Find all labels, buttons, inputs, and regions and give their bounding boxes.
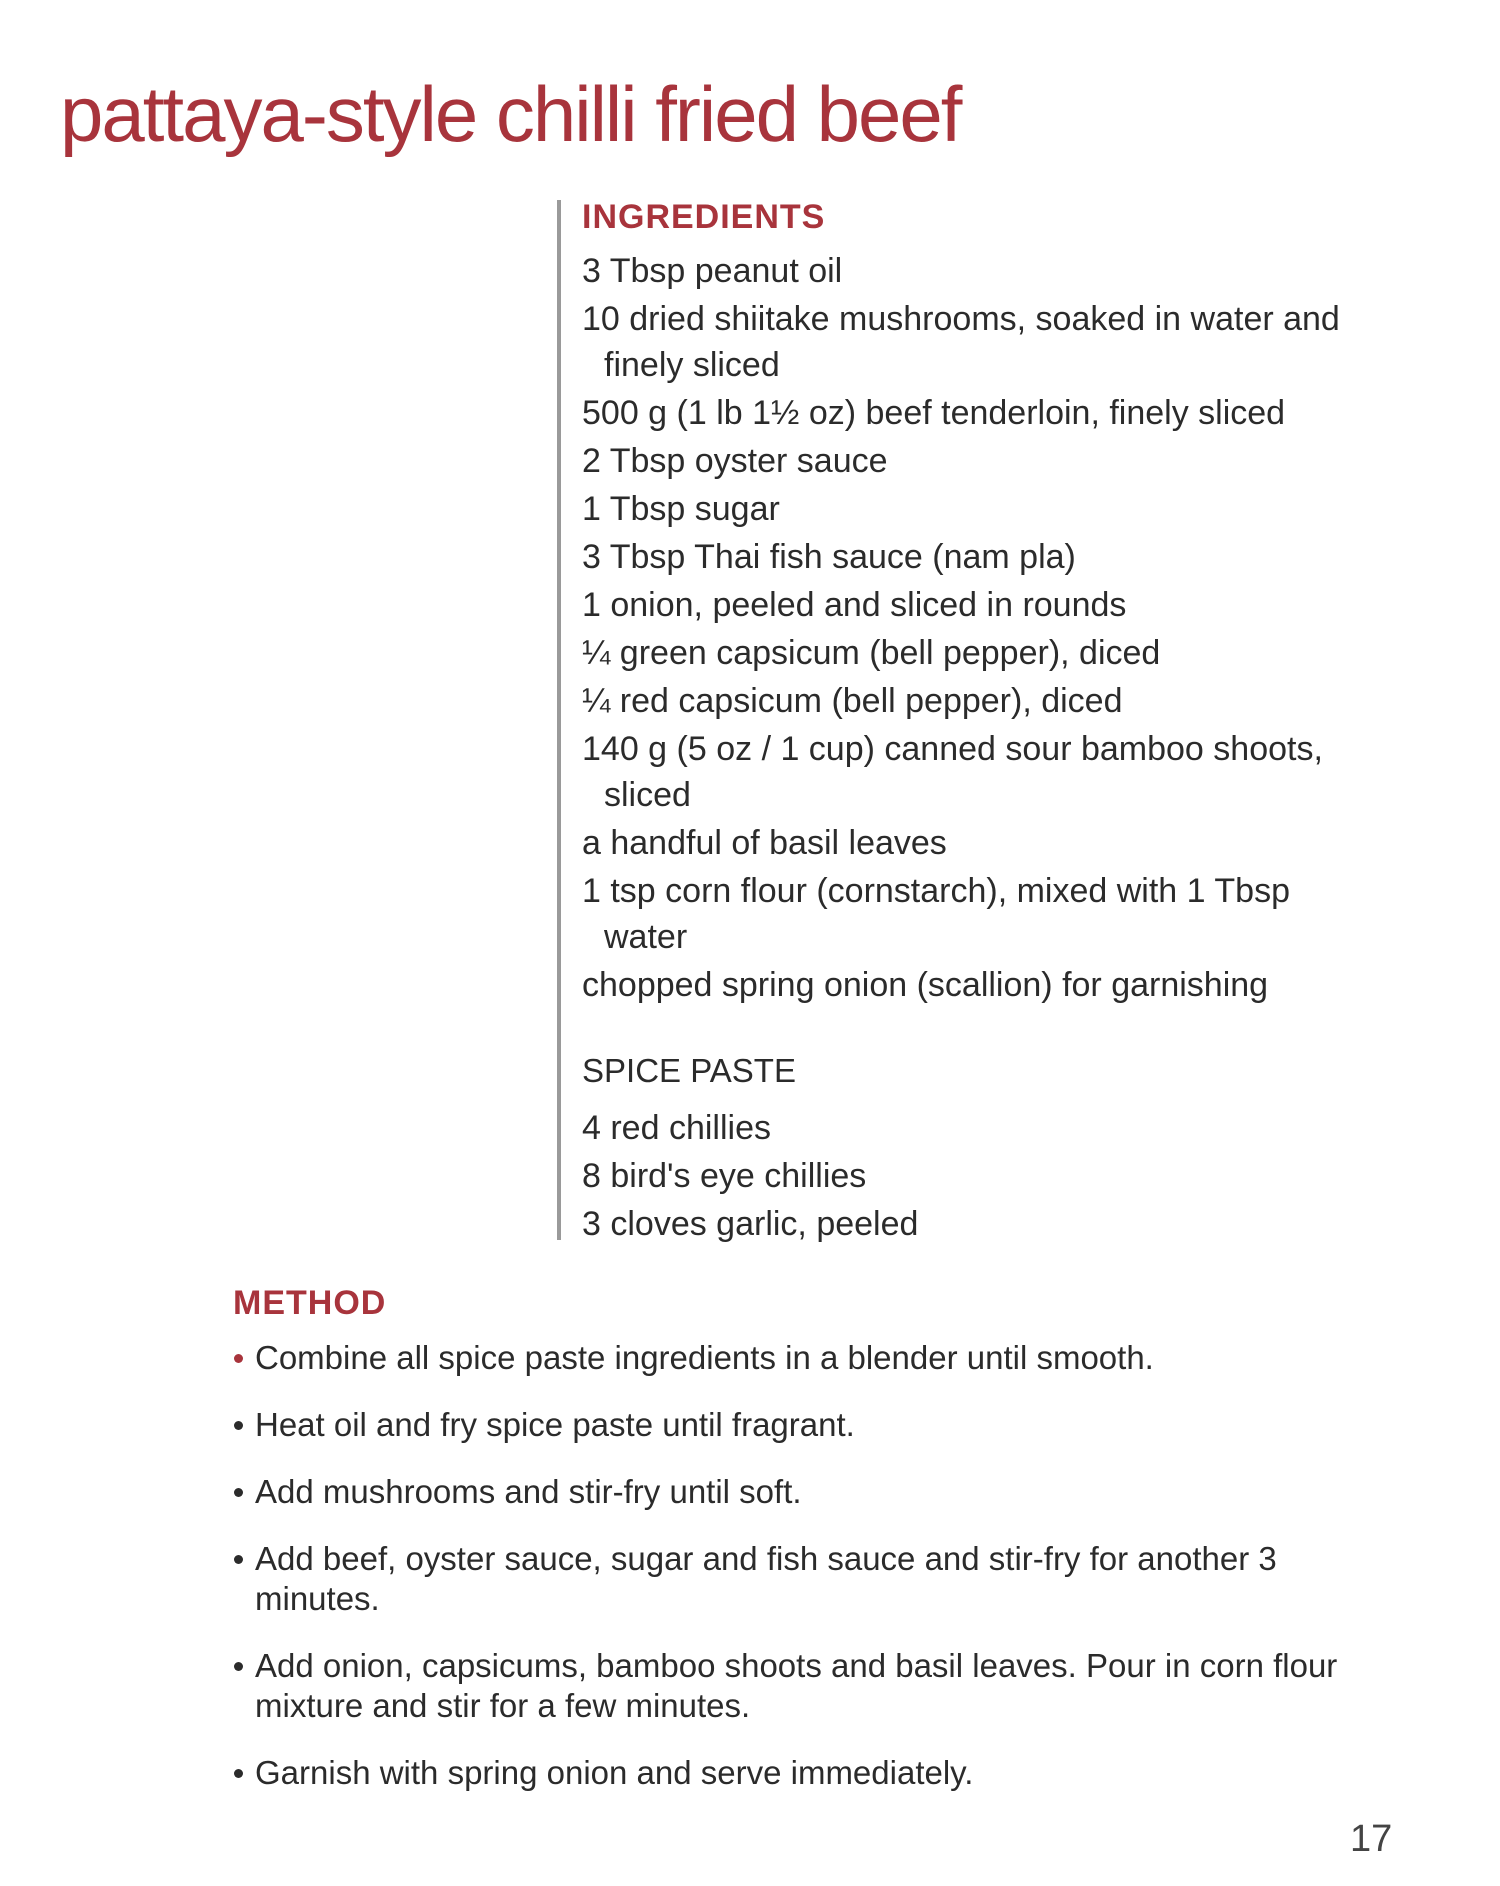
ingredient-item: 3 Tbsp Thai fish sauce (nam pla) bbox=[582, 538, 1076, 576]
ingredient-item: 2 Tbsp oyster sauce bbox=[582, 442, 888, 480]
spice-paste-heading: SPICE PASTE bbox=[582, 1052, 796, 1089]
method-step bbox=[233, 1753, 1363, 1793]
ingredient-item: 1 Tbsp sugar bbox=[582, 490, 780, 528]
method-step-text: Add mushrooms and stir-fry until soft. bbox=[255, 1473, 802, 1510]
ingredient-item: 10 dried shiitake mushrooms, soaked in water and finely sliced bbox=[582, 300, 1340, 384]
bullet-icon bbox=[234, 1488, 243, 1497]
ingredient-item: 140 g (5 oz / 1 cup) canned sour bamboo shoots, sliced bbox=[582, 730, 1323, 814]
spice-paste-item: 4 red chillies bbox=[582, 1109, 771, 1147]
method-step bbox=[233, 1405, 1363, 1445]
bullet-icon bbox=[234, 1421, 243, 1430]
method-step-text: Add onion, capsicums, bamboo shoots and basil leaves. Pour in corn flour mixture and stir for a few minutes. bbox=[255, 1647, 1338, 1724]
bullet-icon bbox=[234, 1354, 243, 1363]
ingredient-item: 3 Tbsp peanut oil bbox=[582, 252, 843, 290]
method-step-text: Garnish with spring onion and serve immediately. bbox=[255, 1754, 974, 1791]
page-number: 17 bbox=[1350, 1818, 1393, 1860]
ingredients-heading: INGREDIENTS bbox=[582, 198, 826, 236]
ingredients-list bbox=[582, 248, 1357, 1008]
method-step-text: Combine all spice paste ingredients in a blender until smooth. bbox=[255, 1339, 1154, 1376]
method-step-text: Add beef, oyster sauce, sugar and fish sauce and stir-fry for another 3 minutes. bbox=[255, 1540, 1277, 1617]
page-title: pattaya-style chilli fried beef bbox=[60, 70, 961, 158]
method-section bbox=[233, 1286, 1363, 1820]
bullet-icon bbox=[234, 1769, 243, 1778]
ingredients-section bbox=[557, 198, 1357, 1243]
method-step bbox=[233, 1539, 1363, 1619]
ingredient-item: 1 onion, peeled and sliced in rounds bbox=[582, 586, 1127, 624]
spice-paste-list bbox=[582, 1105, 1357, 1247]
ingredient-item: ¼ green capsicum (bell pepper), diced bbox=[582, 634, 1161, 672]
method-heading: METHOD bbox=[233, 1284, 387, 1322]
bullet-icon bbox=[234, 1555, 243, 1564]
method-step-text: Heat oil and fry spice paste until fragrant. bbox=[255, 1406, 855, 1443]
ingredient-item: a handful of basil leaves bbox=[582, 824, 947, 862]
bullet-icon bbox=[234, 1662, 243, 1671]
ingredient-item: ¼ red capsicum (bell pepper), diced bbox=[582, 682, 1123, 720]
method-step bbox=[233, 1646, 1363, 1726]
spice-paste-item: 8 bird's eye chillies bbox=[582, 1157, 867, 1195]
ingredient-item: 500 g (1 lb 1½ oz) beef tenderloin, finely sliced bbox=[582, 394, 1286, 432]
method-step bbox=[233, 1338, 1363, 1378]
ingredient-item: chopped spring onion (scallion) for garnishing bbox=[582, 966, 1269, 1004]
method-list bbox=[233, 1338, 1363, 1793]
spice-paste-item: 3 cloves garlic, peeled bbox=[582, 1205, 919, 1243]
method-step bbox=[233, 1472, 1363, 1512]
ingredient-item: 1 tsp corn flour (cornstarch), mixed with 1 Tbsp water bbox=[582, 872, 1290, 956]
